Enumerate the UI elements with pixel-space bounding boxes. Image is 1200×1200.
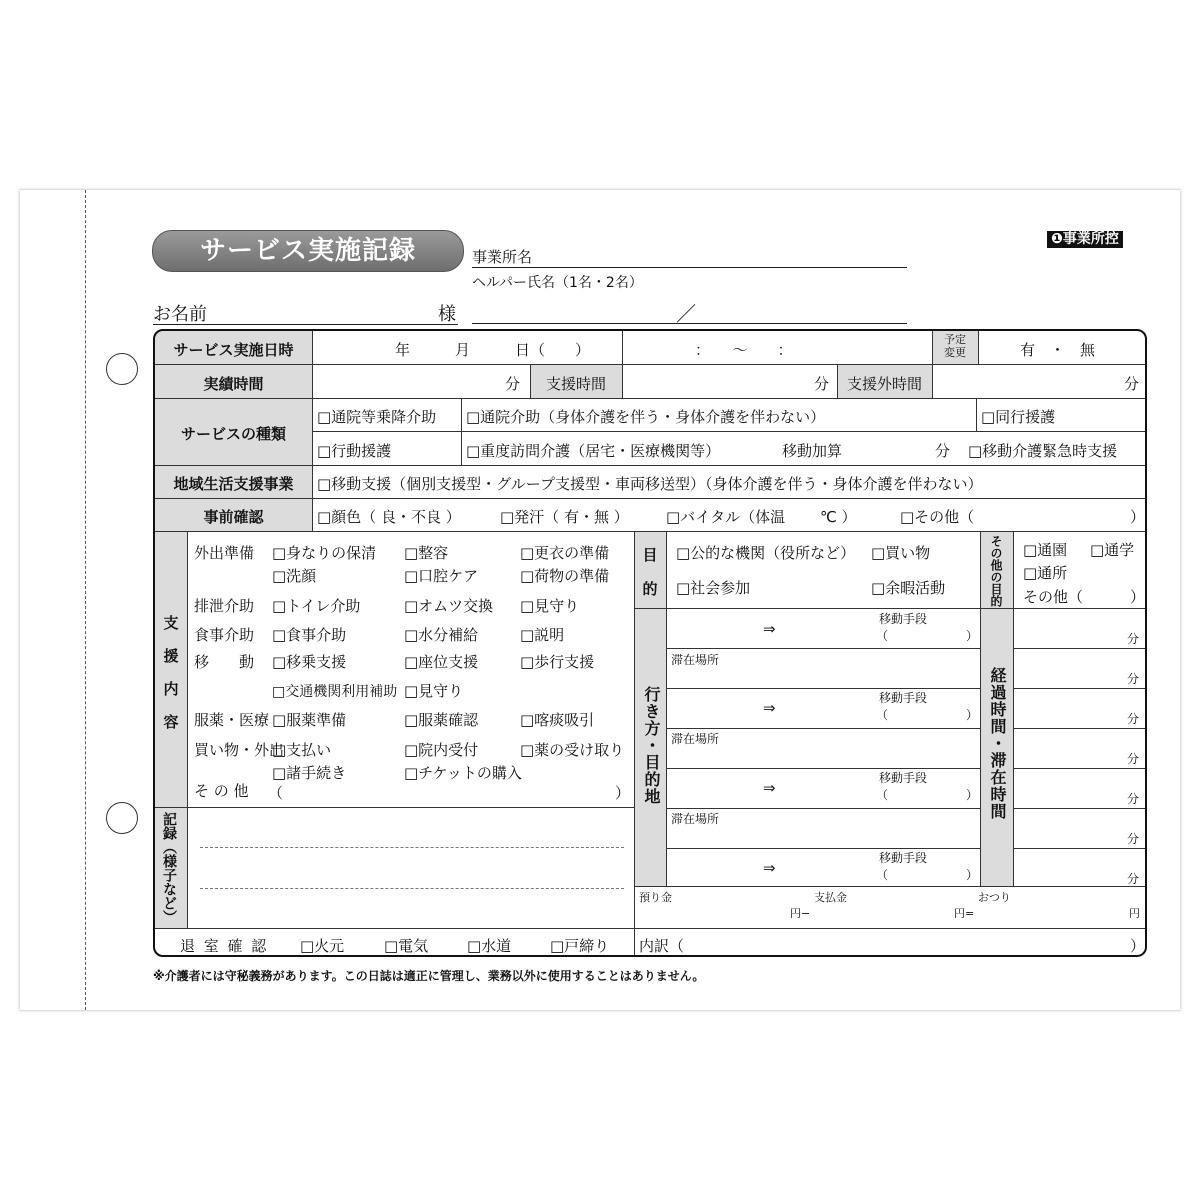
checkbox-oral-care[interactable]: □口腔ケア — [404, 567, 479, 585]
row-line — [312, 431, 1145, 432]
checkbox-grooming-clean[interactable]: □身なりの保清 — [272, 544, 377, 562]
helper-name-label: ヘルパー氏名（1名・2名） — [472, 275, 643, 291]
route-line — [666, 808, 980, 809]
date-field[interactable]: 年 月 日（ ） — [395, 341, 591, 359]
binder-hole-bottom — [106, 802, 138, 834]
checkbox-ticket[interactable]: □チケットの購入 — [404, 764, 522, 782]
row-line — [155, 807, 634, 808]
deposit-label: 預り金 — [639, 891, 672, 904]
col-line — [1013, 531, 1014, 886]
office-name-line[interactable] — [472, 267, 907, 268]
checkbox-face-wash[interactable]: □洗顔 — [272, 567, 317, 585]
elapsed-line — [1013, 768, 1145, 769]
checkbox-facility[interactable]: □通所 — [1023, 564, 1068, 582]
checkbox-behavior-support[interactable]: □行動援護 — [317, 442, 392, 460]
route-arrow: ⇒ — [763, 859, 776, 877]
checkbox-procedures[interactable]: □諸手続き — [272, 764, 347, 782]
purpose-other-field[interactable]: その他（ — [1023, 588, 1084, 606]
route-means-label: 移動手段 — [879, 691, 928, 705]
route-paren-open: （ — [876, 708, 889, 722]
route-arrow: ⇒ — [763, 779, 776, 797]
checkbox-watch-excretion[interactable]: □見守り — [520, 597, 580, 615]
checkbox-sweating[interactable]: □発汗（ 有・無 ） — [500, 508, 629, 526]
checkbox-suction[interactable]: □喀痰吸引 — [520, 711, 595, 729]
row-line — [634, 608, 1145, 609]
client-name-label: お名前 — [153, 304, 207, 325]
route-paren-open: （ — [876, 788, 889, 802]
route-line — [666, 768, 980, 769]
stay-label: 滞在場所 — [671, 653, 720, 667]
perforation-line — [85, 190, 86, 1010]
col-line — [461, 398, 462, 465]
yen-minus: 円− — [790, 907, 811, 920]
checkbox-electricity[interactable]: □電気 — [384, 937, 429, 955]
copy-badge: ❶事業所控 — [1047, 231, 1123, 248]
checkbox-medicine-pickup[interactable]: □薬の受け取り — [520, 741, 625, 759]
other-purpose-label: その他の目的 — [989, 535, 1003, 607]
checkbox-lock[interactable]: □戸締り — [550, 937, 610, 955]
col-line — [976, 398, 977, 431]
elapsed-unit: 分 — [1127, 832, 1140, 846]
col-line — [622, 331, 623, 398]
office-name-label: 事業所名 — [472, 248, 533, 266]
row-line — [155, 465, 1145, 466]
checkbox-transit-assist[interactable]: □交通機関利用補助 — [272, 684, 398, 700]
confidentiality-note: ※介護者には守秘義務があります。この日誌は適正に管理し、業務以外に使用することはありません。 — [153, 969, 705, 983]
actual-time-unit: 分 — [505, 375, 521, 393]
col-line — [980, 531, 981, 886]
elapsed-line — [1013, 648, 1145, 649]
checkbox-meal-assist[interactable]: □食事介助 — [272, 626, 347, 644]
support-content-label: 支 援 内 容 — [163, 614, 179, 731]
col-line — [978, 331, 979, 364]
stay-label: 滞在場所 — [671, 732, 720, 746]
checkbox-change-clothes[interactable]: □更衣の準備 — [520, 544, 610, 562]
change-label: おつり — [978, 891, 1011, 904]
checkbox-transport-assist[interactable]: □通院等乗降介助 — [317, 408, 437, 426]
support-time-label: 支援時間 — [545, 375, 606, 393]
route-paren-close: ） — [966, 788, 979, 802]
outside-time-unit: 分 — [1124, 375, 1140, 393]
elapsed-line — [1013, 808, 1145, 809]
detail-field[interactable]: 内訳（ — [639, 937, 685, 955]
route-paren-close: ） — [966, 868, 979, 882]
elapsed-unit: 分 — [1127, 872, 1140, 886]
route-means-label: 移動手段 — [879, 771, 928, 785]
route-paren-open: （ — [876, 629, 889, 643]
checkbox-emergency-move[interactable]: □移動介護緊急時支援 — [968, 442, 1118, 460]
money-line — [634, 886, 1145, 887]
cat-move: 移 動 — [194, 653, 255, 671]
client-name-line[interactable] — [153, 324, 458, 325]
checkbox-water[interactable]: □水道 — [467, 937, 512, 955]
route-paren-open: （ — [876, 868, 889, 882]
col-line — [187, 531, 188, 928]
checkbox-mobility-support[interactable]: □移動支援（個別支援型・グループ支援型・車両移送型）（身体介護を伴う・身体介護を伴わない） — [317, 475, 983, 493]
checkbox-toilet[interactable]: □トイレ介助 — [272, 597, 361, 615]
checkbox-payment[interactable]: □支払い — [272, 741, 332, 759]
purpose-label: 目 的 — [642, 546, 658, 598]
route-means-label: 移動手段 — [879, 612, 928, 626]
checkbox-transfer[interactable]: □移乗支援 — [272, 653, 347, 671]
row-line — [155, 364, 1145, 365]
cat-other: そ の 他 — [194, 782, 249, 800]
precheck-other-close: ） — [1130, 508, 1146, 526]
elapsed-unit: 分 — [1127, 752, 1140, 766]
precheck-label: 事前確認 — [203, 508, 264, 526]
elapsed-line — [1013, 848, 1145, 849]
yen-equal: 円= — [954, 907, 975, 920]
checkbox-watch-move[interactable]: □見守り — [404, 682, 464, 700]
checkbox-social[interactable]: □社会参加 — [676, 579, 751, 597]
route-line — [666, 688, 980, 689]
record-field[interactable] — [190, 812, 630, 924]
checkbox-school-commute[interactable]: □通園 — [1023, 541, 1068, 559]
checkbox-leisure[interactable]: □余暇活動 — [871, 579, 946, 597]
route-label: 行き方・目的地 — [642, 686, 661, 805]
checkbox-fire[interactable]: □火元 — [300, 937, 345, 955]
route-arrow: ⇒ — [763, 620, 776, 638]
col-line — [666, 531, 667, 886]
elapsed-unit: 分 — [1127, 792, 1140, 806]
leave-check-label: 退 室 確 認 — [180, 937, 269, 955]
checkbox-med-prep[interactable]: □服薬準備 — [272, 711, 347, 729]
checkbox-severe-visit[interactable]: □重度訪問介護（居宅・医療機関等） — [466, 442, 721, 460]
checkbox-sitting[interactable]: □座位支援 — [404, 653, 479, 671]
cat-meal: 食事介助 — [194, 626, 255, 644]
checkbox-vital[interactable]: □バイタル（体温 ℃ ） — [666, 508, 857, 526]
elapsed-unit: 分 — [1127, 712, 1140, 726]
col-line — [932, 364, 933, 398]
checkbox-accompany[interactable]: □同行援護 — [981, 408, 1056, 426]
support-time-unit: 分 — [814, 375, 830, 393]
route-line — [666, 848, 980, 849]
honorific: 様 — [438, 304, 456, 325]
checkbox-shopping[interactable]: □買い物 — [871, 544, 931, 562]
checkbox-hydration[interactable]: □水分補給 — [404, 626, 479, 644]
checkbox-walking[interactable]: □歩行支援 — [520, 653, 595, 671]
route-arrow: ⇒ — [763, 699, 776, 717]
cat-shopping: 買い物・外出 — [194, 741, 285, 759]
checkbox-hospital-assist[interactable]: □通院介助（身体介護を伴う・身体介護を伴わない） — [466, 408, 826, 426]
service-date-label: サービス実施日時 — [173, 341, 294, 359]
elapsed-line — [1013, 688, 1145, 689]
checkbox-precheck-other[interactable]: □その他（ — [900, 508, 975, 526]
col-line — [312, 331, 313, 531]
checkbox-grooming[interactable]: □整容 — [404, 544, 449, 562]
actual-time-label: 実績時間 — [203, 375, 264, 393]
route-line — [666, 728, 980, 729]
checkbox-med-check[interactable]: □服薬確認 — [404, 711, 479, 729]
route-paren-close: ） — [966, 708, 979, 722]
cat-outing: 外出準備 — [194, 544, 255, 562]
paid-label: 支払金 — [814, 891, 847, 904]
col-line — [932, 331, 933, 364]
record-label: 記録（様子など） — [161, 812, 177, 924]
row-line — [155, 498, 1145, 499]
community-support-label: 地域生活支援事業 — [173, 475, 294, 493]
plan-change-yes-no[interactable]: 有 ・ 無 — [1020, 341, 1096, 359]
checkbox-complexion[interactable]: □顔色（ 良・不良 ） — [317, 508, 461, 526]
move-addition-label: 移動加算 — [782, 442, 843, 460]
checkbox-school[interactable]: □通学 — [1090, 541, 1135, 559]
checkbox-public-office[interactable]: □公的な機関（役所など） — [676, 544, 856, 562]
checkbox-luggage[interactable]: □荷物の準備 — [520, 567, 610, 585]
outside-time-label: 支援外時間 — [846, 375, 922, 393]
time-field[interactable]: ： 〜 ： — [695, 341, 793, 359]
detail-close: ） — [1130, 937, 1146, 955]
elapsed-label: 経過時間・滞在時間 — [988, 667, 1007, 820]
stay-label: 滞在場所 — [671, 812, 720, 826]
move-addition-unit: 分 — [935, 442, 951, 460]
cat-medicine: 服薬・医療 — [194, 711, 270, 729]
elapsed-line — [1013, 728, 1145, 729]
row-line — [155, 531, 1145, 532]
route-means-label: 移動手段 — [879, 851, 928, 865]
other-close: ） — [615, 784, 631, 802]
route-paren-close: ） — [966, 629, 979, 643]
row-line — [155, 928, 1145, 929]
yen-label: 円 — [1129, 907, 1140, 920]
helper-name-line[interactable] — [472, 323, 907, 324]
helper-slash: ／ — [676, 302, 696, 326]
other-open: （ — [268, 784, 284, 802]
service-type-label: サービスの種類 — [180, 425, 286, 443]
purpose-other-close: ） — [1130, 588, 1146, 606]
elapsed-unit: 分 — [1127, 632, 1140, 646]
route-line — [666, 648, 980, 649]
checkbox-diaper[interactable]: □オムツ交換 — [404, 597, 494, 615]
checkbox-explanation[interactable]: □説明 — [520, 626, 565, 644]
elapsed-unit: 分 — [1127, 672, 1140, 686]
binder-hole-top — [106, 353, 138, 385]
row-line — [155, 398, 1145, 399]
checkbox-reception[interactable]: □院内受付 — [404, 741, 479, 759]
cat-excretion: 排泄介助 — [194, 597, 255, 615]
plan-change-label: 予定 変更 — [944, 333, 966, 359]
form-title: サービス実施記録 — [152, 230, 464, 272]
